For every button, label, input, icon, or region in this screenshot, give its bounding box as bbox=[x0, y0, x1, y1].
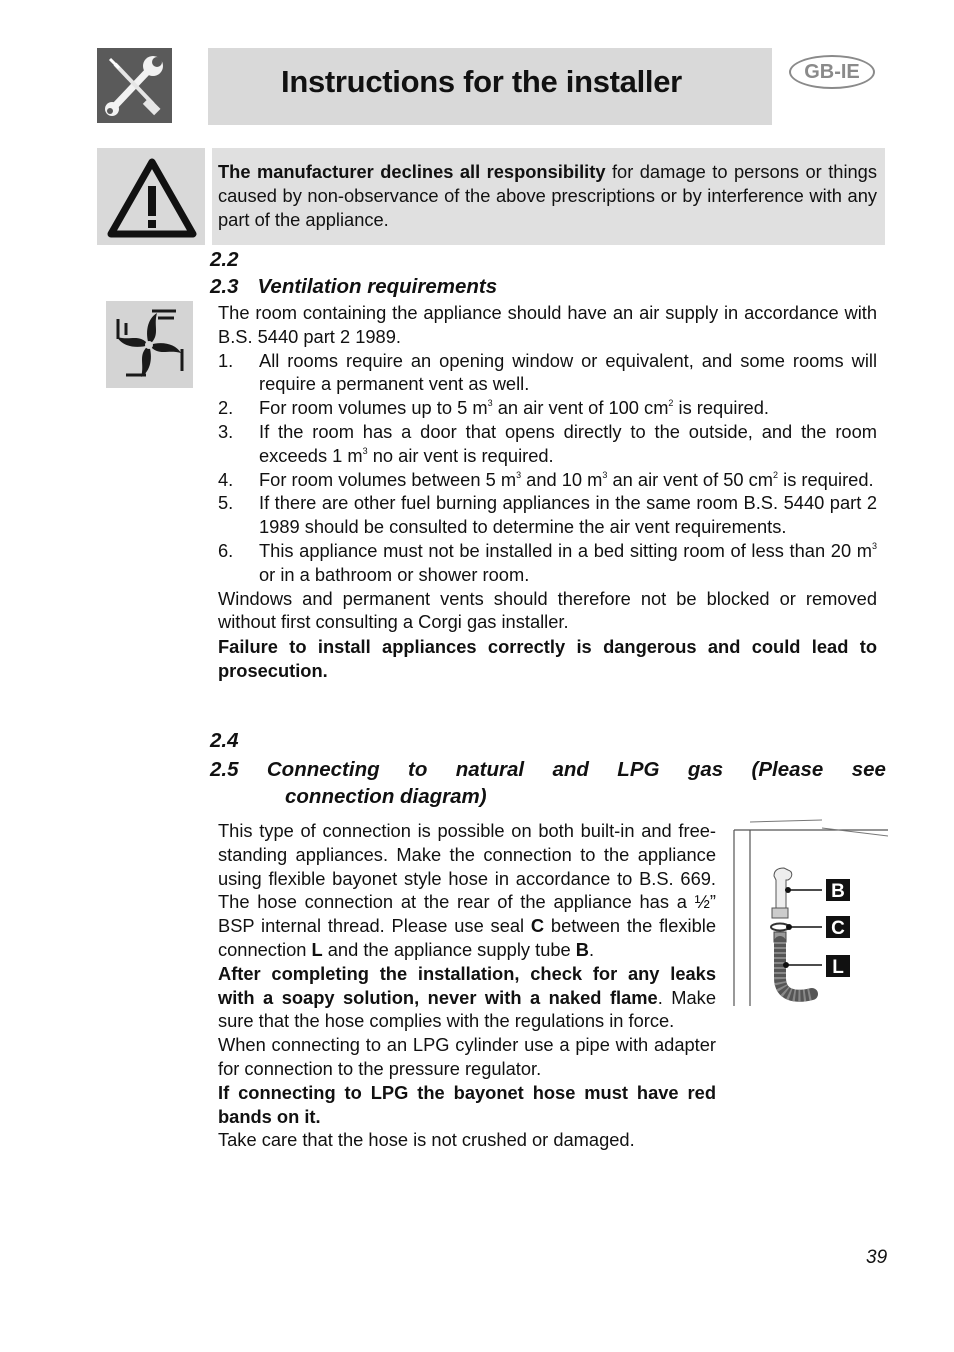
section-2-3-heading bbox=[210, 275, 497, 299]
connection-p4: If connecting to LPG the bayonet hose must have red bands on it. bbox=[218, 1081, 716, 1127]
section-2-5-title-line2: connection diagram) bbox=[285, 785, 487, 808]
list-item: 4. For room volumes between 5 $m^3$ and 10 $m^3$ an air vent of 50 $cm^2$ is required. bbox=[218, 468, 874, 490]
header-title-box bbox=[208, 48, 772, 125]
diagram-label-b: B bbox=[831, 881, 845, 902]
connection-p2: After completing the installation, check for any leaks with a soapy solution, never with a naked flame. Make sure that the hose complies with the regulations in force. bbox=[218, 962, 716, 1032]
diagram-label-l: L bbox=[832, 957, 844, 978]
region-badge: GB-IE bbox=[789, 55, 875, 89]
page-title: Instructions for the installer bbox=[281, 64, 682, 99]
list-item: 5. If there are other fuel burning appliances in the same room B.S. 5440 part 2 1989 should be consulted to determine the air vent requirements. bbox=[218, 492, 877, 538]
list-item: 6. This appliance must not be installed in a bed sitting room of less than 20 $m^3$ or in a bathroom or shower room. bbox=[218, 539, 877, 585]
page-number: 39 bbox=[866, 1247, 888, 1268]
ventilation-body bbox=[218, 301, 877, 683]
ventilation-list bbox=[218, 349, 877, 587]
section-2-5-heading: 2.5 Connecting to natural and LPG gas (Please see connection diagram) bbox=[210, 758, 886, 808]
section-2-5-number: 2.5 bbox=[210, 758, 239, 781]
warning-text-box bbox=[212, 148, 885, 245]
ventilation-intro: The room containing the appliance should have an air supply in accordance with B.S. 5440 part 2 1989. bbox=[218, 302, 877, 347]
section-2-4-number: 2.4 bbox=[210, 729, 239, 752]
connection-p5: Take care that the hose is not crushed or damaged. bbox=[218, 1129, 635, 1151]
ventilation-icon-box bbox=[106, 301, 193, 388]
connection-p3: When connecting to an LPG cylinder use a pipe with adapter for connection to the pressure regulator. bbox=[218, 1034, 716, 1079]
ventilation-bold-warning: Failure to install appliances correctly is dangerous and could lead to prosecution. bbox=[218, 636, 877, 681]
warning-triangle-icon bbox=[97, 148, 205, 245]
section-2-2-number: 2.2 bbox=[210, 248, 239, 271]
connection-diagram bbox=[730, 818, 888, 1010]
list-item: 3. If the room has a door that opens directly to the outside, and the room exceeds 1 $m^3$ no air vent is required. bbox=[218, 420, 877, 466]
section-2-3-number: 2.3 bbox=[210, 275, 239, 298]
warning-text bbox=[218, 160, 877, 232]
connection-p1: This type of connection is possible on both built-in and free-standing appliances. Make the connection to the appliance using flexible bayonet style hose in accordance to B.S. 669. The hose connection at the rear of the appliance has a ½” BSP internal thread. Please use seal C between the flexible connection L and the appliance supply tube B. bbox=[218, 820, 716, 960]
wrench-screwdriver-icon bbox=[97, 48, 172, 123]
list-item: 1. All rooms require an opening window or equivalent, and some rooms will require a permanent vent as well. bbox=[218, 349, 877, 395]
section-2-3-title: Ventilation requirements bbox=[257, 275, 498, 298]
ventilation-closing: Windows and permanent vents should therefore not be blocked or removed without first consulting a Corgi gas installer. bbox=[218, 587, 877, 633]
diagram-label-c: C bbox=[831, 918, 845, 939]
tools-icon-box bbox=[97, 48, 172, 123]
warning-body: for damage to persons or things caused by non-observance of the above prescriptions or by interference with any part of the appliance. bbox=[218, 161, 877, 230]
ventilation-fan-icon bbox=[106, 301, 193, 388]
warning-bold-lead: The manufacturer declines all responsibility bbox=[218, 161, 606, 182]
connection-body bbox=[218, 819, 716, 1152]
warning-icon-box bbox=[97, 148, 205, 245]
list-item: 2. For room volumes up to 5 $m^3$ an air vent of 100 $cm^2$ is required. bbox=[218, 397, 769, 419]
